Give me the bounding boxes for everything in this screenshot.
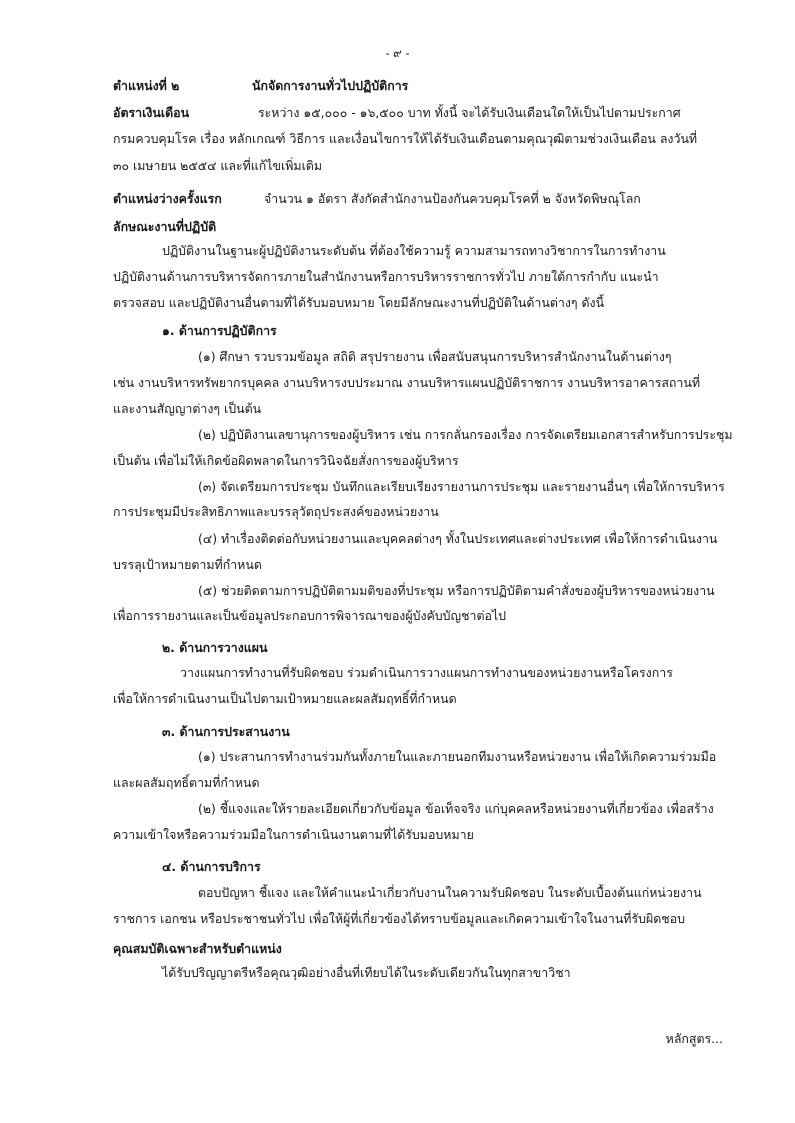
operations-line-7: การประชุมมีประสิทธิภาพและบรรลุวัตถุประสงค์ของหน่วยงาน	[113, 504, 439, 519]
operations-line-5: เป็นต้น เพื่อไม่ให้เกิดข้อผิดพลาดในการวินิจฉัยสั่งการของผู้บริหาร	[113, 453, 459, 468]
operations-line-11: เพื่อการรายงานและเป็นข้อมูลประกอบการพิจารณาของผู้บังคับบัญชาต่อไป	[113, 608, 507, 623]
job-nature-heading: ลักษณะงานที่ปฏิบัติ	[113, 219, 217, 234]
operations-line-8: (๔) ทำเรื่องติดต่อกับหน่วยงานและบุคคลต่างๆ ทั้งในประเทศและต่างประเทศ เพื่อให้การดำเนินงาน	[198, 531, 718, 546]
service-heading: ๔. ด้านการบริการ	[162, 859, 261, 874]
operations-heading: ๑. ด้านการปฏิบัติการ	[162, 323, 277, 338]
vacancy-text: จำนวน ๑ อัตรา สังกัดสำนักงานป้องกันควบคุมโรคที่ ๒ จังหวัดพิษณุโลก	[264, 191, 641, 206]
planning-line-2: เพื่อให้การดำเนินงานเป็นไปตามเป้าหมายและผลสัมฤทธิ์ที่กำหนด	[113, 691, 457, 706]
operations-line-3: และงานสัญญาต่างๆ เป็นต้น	[113, 401, 262, 416]
salary-line-2: กรมควบคุมโรค เรื่อง หลักเกณฑ์ วิธีการ และเงื่อนไขการให้ได้รับเงินเดือนตามคุณวุฒิตามช่วงเงินเดือน ลงวันที่	[113, 131, 698, 146]
operations-line-4: (๒) ปฏิบัติงานเลขานุการของผู้บริหาร เช่น การกลั่นกรองเรื่อง การจัดเตรียมเอกสารสำหรับการประชุม	[198, 427, 733, 442]
coordination-line-4: ความเข้าใจหรือความร่วมมือในการดำเนินงานตามที่ได้รับมอบหมาย	[113, 827, 474, 842]
service-line-1: ตอบปัญหา ชี้แจง และให้คำแนะนำเกี่ยวกับงานในความรับผิดชอบ ในระดับเบื้องต้นแก่หน่วยงาน	[198, 885, 702, 900]
continued-footer: หลักสูตร...	[665, 1031, 723, 1046]
job-nature-line-2: ปฏิบัติงานด้านการบริหารจัดการภายในสำนักงานหรือการบริหารราชการทั่วไป ภายใต้การกำกับ แนะนำ	[113, 269, 659, 284]
qualifications-text: ได้รับปริญญาตรีหรือคุณวุฒิอย่างอื่นที่เทียบได้ในระดับเดียวกันในทุกสาขาวิชา	[162, 965, 571, 980]
operations-line-10: (๕) ช่วยติดตามการปฏิบัติตามมติของที่ประชุม หรือการปฏิบัติตามคำสั่งของผู้บริหารของหน่วยงาน	[198, 583, 715, 598]
position-label: ตำแหน่งที่ ๒	[113, 78, 180, 93]
planning-line-1: วางแผนการทำงานที่รับผิดชอบ ร่วมดำเนินการวางแผนการทำงานของหน่วยงานหรือโครงการ	[180, 665, 673, 680]
operations-line-9: บรรลุเป้าหมายตามที่กำหนด	[113, 557, 262, 572]
salary-line-3: ๓๐ เมษายน ๒๕๕๔ และที่แก้ไขเพิ่มเติม	[113, 158, 323, 173]
service-line-2: ราชการ เอกชน หรือประชาชนทั่วไป เพื่อให้ผู้ที่เกี่ยวข้องได้ทราบข้อมูลและเกิดความเข้าใจในงานที่รับผิดชอบ	[113, 911, 685, 926]
coordination-line-1: (๑) ประสานการทำงานร่วมกันทั้งภายในและภายนอกทีมงานหรือหน่วยงาน เพื่อให้เกิดความร่วมมือ	[198, 749, 717, 764]
salary-line-1: ระหว่าง ๑๕,๐๐๐ - ๑๖,๕๐๐ บาท ทั้งนี้ จะได้รับเงินเดือนใดให้เป็นไปตามประกาศ	[258, 105, 681, 120]
operations-line-6: (๓) จัดเตรียมการประชุม บันทึกและเรียบเรียงรายงานการประชุม และรายงานอื่นๆ เพื่อให้การบริหาร	[198, 479, 725, 494]
coordination-heading: ๓. ด้านการประสานงาน	[162, 724, 290, 739]
operations-line-1: (๑) ศึกษา รวบรวมข้อมูล สถิติ สรุปรายงาน เพื่อสนับสนุนการบริหารสำนักงานในด้านต่างๆ	[198, 349, 672, 364]
operations-line-2: เช่น งานบริหารทรัพยากรบุคคล งานบริหารงบประมาณ งานบริหารแผนปฏิบัติราชการ งานบริหารอาคารสถานที่	[113, 375, 701, 390]
coordination-line-3: (๒) ชี้แจงและให้รายละเอียดเกี่ยวกับข้อมูล ข้อเท็จจริง แก่บุคคลหรือหน่วยงานที่เกี่ยวข้อง เพื่อสร้าง	[198, 801, 714, 816]
salary-label: อัตราเงินเดือน	[113, 105, 190, 120]
job-nature-line-1: ปฏิบัติงานในฐานะผู้ปฏิบัติงานระดับต้น ที่ต้องใช้ความรู้ ความสามารถทางวิชาการในการทำงาน	[162, 243, 666, 258]
position-title: นักจัดการงานทั่วไปปฏิบัติการ	[252, 78, 409, 93]
vacancy-label: ตำแหน่งว่างครั้งแรก	[113, 191, 222, 206]
qualifications-heading: คุณสมบัติเฉพาะสำหรับตำแหน่ง	[113, 941, 282, 956]
planning-heading: ๒. ด้านการวางแผน	[162, 640, 268, 655]
page-number: - ๙ -	[385, 46, 410, 60]
coordination-line-2: และผลสัมฤทธิ์ตามที่กำหนด	[113, 775, 260, 790]
job-nature-line-3: ตรวจสอบ และปฏิบัติงานอื่นตามที่ได้รับมอบหมาย โดยมีลักษณะงานที่ปฏิบัติในด้านต่างๆ ดังนี้	[113, 295, 605, 310]
